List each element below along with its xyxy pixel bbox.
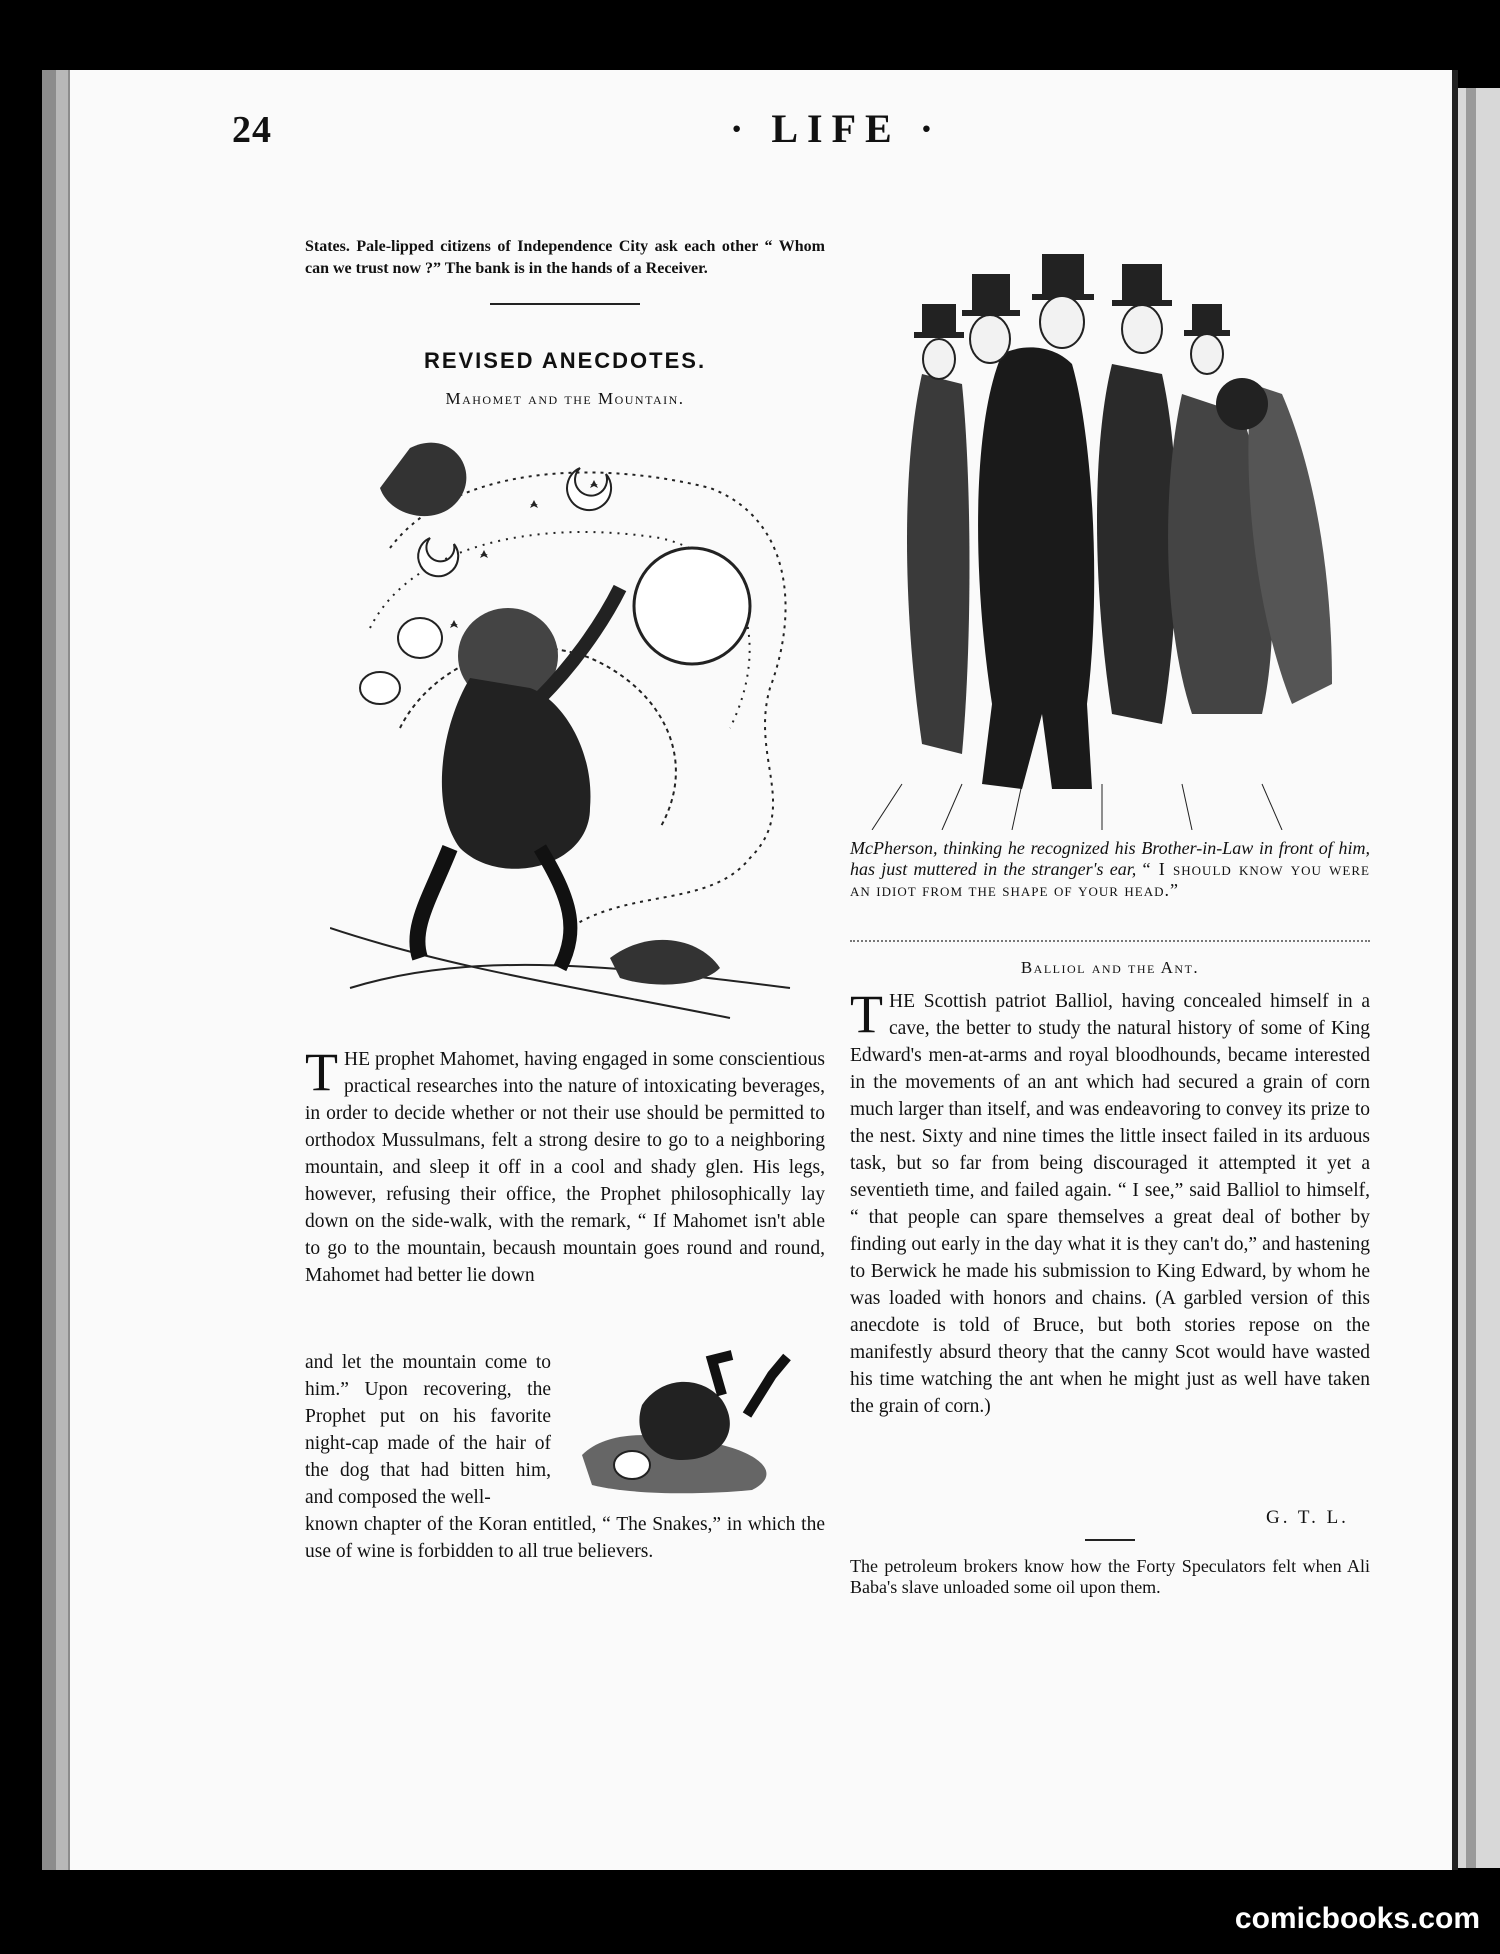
top-fragment-text: States. Pale-lipped citizens of Independence City ask each other “ Whom can we trust now ?” The bank is in the hands of a Receiver. bbox=[305, 238, 825, 277]
mahomet-body-end bbox=[305, 1511, 825, 1565]
crowd-drawing bbox=[862, 244, 1342, 830]
article-title: REVISED ANECDOTES. bbox=[423, 348, 707, 373]
dropcap-t-right: T bbox=[850, 984, 883, 1044]
fallen-prophet-drawing bbox=[572, 1345, 822, 1497]
book-spine-highlight bbox=[56, 70, 68, 1870]
page-number: 24 bbox=[232, 109, 272, 151]
mahomet-body-wrap bbox=[305, 1349, 551, 1511]
signature: G. T. L. bbox=[1266, 1507, 1349, 1528]
mahomet-paragraph-c: known chapter of the Koran entitled, “ The Snakes,” in which the use of wine is forbidden to all true believers. bbox=[305, 1514, 825, 1562]
mahomet-paragraph-b: and let the mountain come to him.” Upon recovering, the Prophet put on his favorite night-cap made of the hair of the dog that had bitten him, and composed the well- bbox=[305, 1352, 551, 1508]
mahomet-drawing bbox=[330, 428, 810, 1020]
mahomet-paragraph-a: HE prophet Mahomet, having engaged in some conscientious practical researches into the nature of intoxicating beverages, in order to decide whether or not their use should be permitted to orthodox Mussulmans, felt a strong desire to go to a neighboring mountain, and sleep it off in a cool and shady glen. His legs, however, refusing their office, the Prophet philosophically lay down on the side-walk, with the remark, “ If Mahomet isn't able to go to the mountain, becaush mountain goes round and round, Mahomet had better lie down bbox=[305, 1049, 825, 1286]
divider-rule bbox=[490, 303, 640, 305]
balliol-body bbox=[850, 984, 1370, 1420]
top-fragment bbox=[305, 236, 825, 280]
mahomet-body bbox=[305, 1042, 825, 1289]
crowd-caption bbox=[850, 838, 1370, 901]
book-page-edge bbox=[1452, 88, 1500, 1868]
balliol-paragraph: HE Scottish patriot Balliol, having concealed himself in a cave, the better to study the natural history of some of King Edward's men-at-arms and royal bloodhounds, became interested in the movements of an ant which had secured a grain of corn much larger than itself, and was endeavoring to convey its prize to the nest. Sixty and nine times the little insect failed in its arduous task, but so far from being discouraged it attempted it yet a seventieth time, and failed again. “ I see,” said Balliol to himself, “ that people can spare themselves a great deal of bother by finding out early in the day what it is they can't do,” and hastening to Berwick he made his submission to King Edward, by whom he was loaded with honors and chains. (A garbled version of this anecdote is told of Bruce, but both stories repose on the manifestly absurd theory that the canny Scot would have wasted his time watching the ant when he might just as well have taken the grain of corn.) bbox=[850, 991, 1370, 1417]
mahomet-illustration bbox=[330, 428, 810, 1020]
book-page-edge-shadow bbox=[1466, 88, 1476, 1868]
masthead: · LIFE · bbox=[730, 106, 943, 151]
watermark: comicbooks.com bbox=[1234, 1902, 1480, 1935]
caption-italic: McPherson, thinking he recognized his Brother-in-Law in front of him, has just muttered in the stranger's ear, bbox=[850, 838, 1370, 879]
caption-quote: “ I should know you were an idiot from the shape of your head.” bbox=[850, 859, 1370, 900]
footnote bbox=[850, 1556, 1370, 1598]
article-subtitle: Mahomet and the Mountain. bbox=[445, 389, 685, 408]
crowd-illustration bbox=[862, 244, 1342, 830]
dotted-divider bbox=[850, 940, 1370, 942]
footnote-text: The petroleum brokers know how the Forty Speculators felt when Ali Baba's slave unloaded some oil upon them. bbox=[850, 1556, 1370, 1597]
short-rule bbox=[1085, 1539, 1135, 1541]
fallen-prophet-illustration bbox=[572, 1345, 822, 1497]
balliol-subtitle: Balliol and the Ant. bbox=[1020, 958, 1200, 977]
dropcap-t: T bbox=[305, 1042, 338, 1102]
